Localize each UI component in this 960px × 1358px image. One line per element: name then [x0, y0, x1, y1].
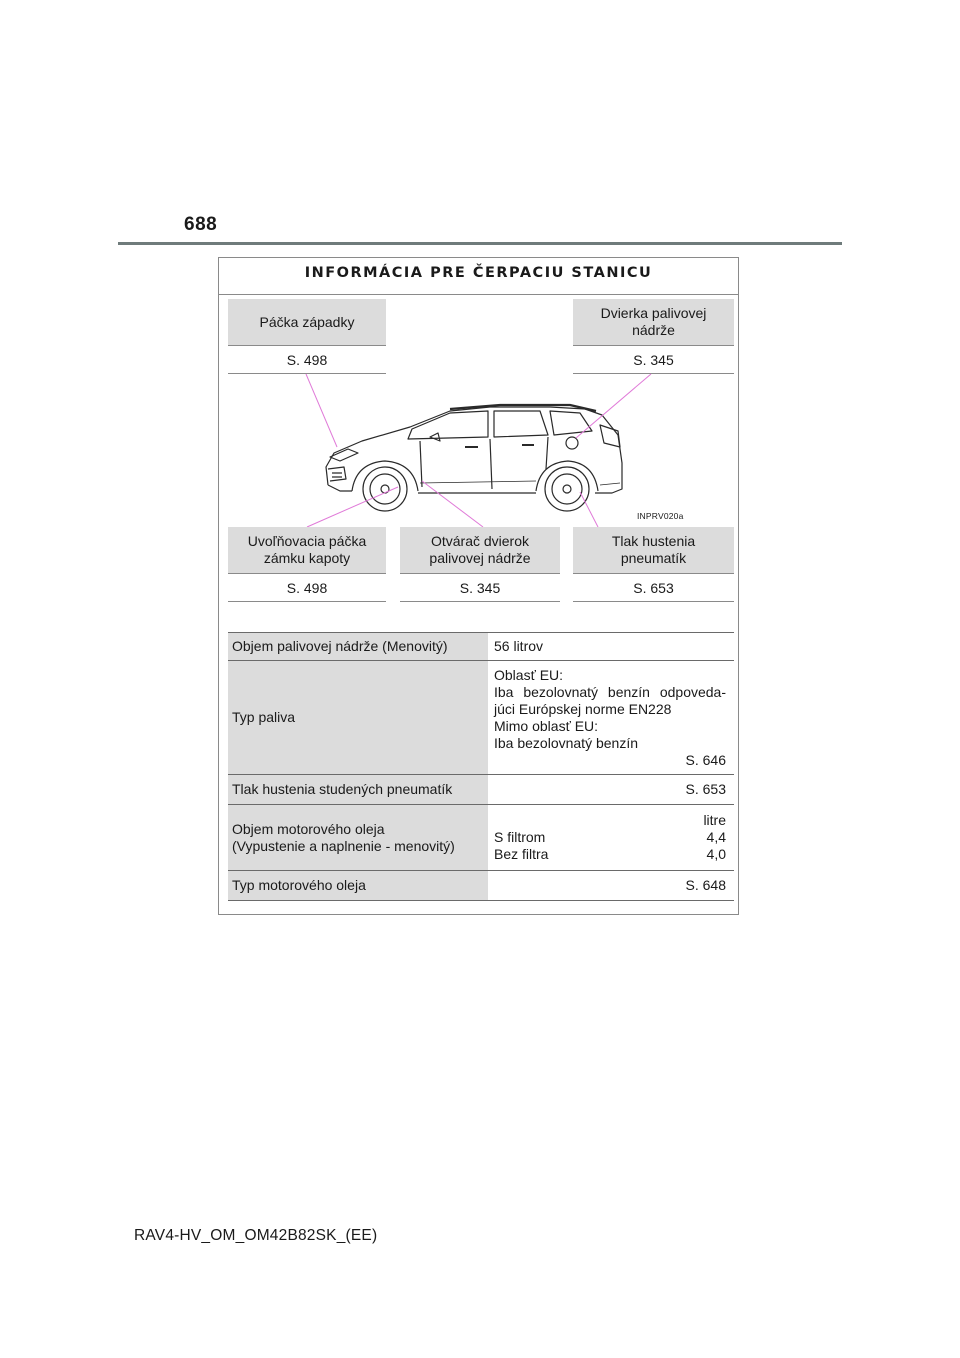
table-row [228, 633, 734, 661]
fuel-type-line: júci Európskej norme EN228 [494, 700, 672, 717]
fuel-type-line: Iba bezolovnatý benzín [494, 734, 638, 751]
spec-fuel-type-label: Typ paliva [228, 661, 488, 775]
spec-oil-type-label: Typ motorového oleja [228, 871, 488, 901]
spec-cold-tire-label: Tlak hustenia studených pneumatík [228, 775, 488, 805]
fuel-type-line: Iba bezolovnatý benzín odpoveda- [494, 683, 726, 700]
car-side-illustration [300, 385, 700, 525]
oil-with-filter-row [494, 829, 726, 846]
fuel-type-line: Mimo oblasť EU: [494, 717, 599, 734]
callout-fuel-door-label: Dvierka palivovej nádrže [573, 299, 734, 346]
table-row [228, 775, 734, 805]
spec-fuel-type-value [488, 661, 734, 775]
callout-fuel-door-ref[interactable]: S. 345 [573, 347, 734, 374]
page-number: 688 [184, 214, 218, 235]
callout-hood-latch-label: Páčka západky [228, 299, 386, 346]
fuel-type-line: Oblasť EU: [494, 666, 564, 683]
spec-oil-type-ref[interactable]: S. 648 [685, 877, 726, 893]
callout-hood-release-label: Uvoľňovacia páčka zámku kapoty [228, 527, 386, 574]
header-rule [118, 242, 842, 245]
table-row [228, 805, 734, 871]
oil-without-filter-value: 4,0 [706, 846, 726, 862]
figure-code: INPRV020a [637, 511, 684, 521]
spec-tank-value: 56 litrov [494, 638, 544, 654]
spec-cold-tire-ref[interactable]: S. 653 [685, 781, 726, 797]
oil-without-filter-label: Bez filtra [494, 846, 549, 862]
callout-hood-release-ref[interactable]: S. 498 [228, 575, 386, 602]
oil-capacity-unit: litre [703, 812, 726, 828]
callout-hood-latch-ref[interactable]: S. 498 [228, 347, 386, 374]
callout-fuel-door-opener-ref[interactable]: S. 345 [400, 575, 560, 602]
table-row [228, 871, 734, 901]
oil-with-filter-value: 4,4 [706, 829, 726, 845]
document-code: RAV4-HV_OM_OM42B82SK_(EE) [134, 1227, 378, 1244]
oil-without-filter-row [494, 846, 726, 863]
fuel-type-ref[interactable]: S. 646 [685, 751, 726, 768]
specs-table [228, 632, 734, 901]
callout-tire-pressure-ref[interactable]: S. 653 [573, 575, 734, 602]
box-title: INFORMÁCIA PRE ČERPACIU STANICU [219, 258, 738, 295]
spec-oil-capacity-value [488, 805, 734, 871]
callout-tire-pressure-label: Tlak hustenia pneumatík [573, 527, 734, 574]
callout-fuel-door-opener-label: Otvárač dvierok palivovej nádrže [400, 527, 560, 574]
oil-capacity-label-line: Objem motorového oleja [232, 820, 385, 837]
table-row [228, 661, 734, 775]
oil-capacity-label-line: (Vypustenie a naplnenie - menovitý) [232, 837, 455, 854]
spec-oil-capacity-label [228, 805, 488, 871]
spec-tank-label: Objem palivovej nádrže (Menovitý) [228, 633, 488, 661]
oil-with-filter-label: S filtrom [494, 829, 546, 845]
